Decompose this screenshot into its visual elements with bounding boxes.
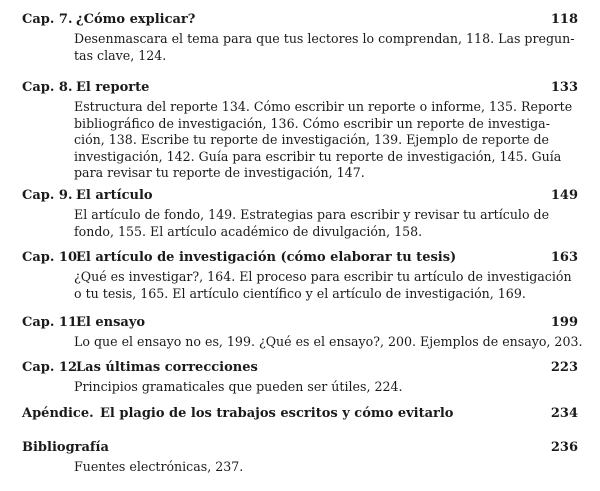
chapter-title: Las últimas correcciones <box>76 360 258 375</box>
toc-entry-cap-12 <box>22 360 578 396</box>
description-line: investigación, 142. Guía para escribir tu reporte de investigación, 145. Guía <box>74 148 562 164</box>
description-line: o tu tesis, 165. El artículo científico y el artículo de investigación, 169. <box>74 285 526 301</box>
description-line: ¿Qué es investigar?, 164. El proceso para escribir tu artículo de investigación <box>74 269 572 284</box>
page-number: 234 <box>550 406 578 421</box>
chapter-title: El ensayo <box>76 315 146 330</box>
chapter-description <box>74 31 574 64</box>
toc-entry-cap-9 <box>22 188 578 240</box>
chapter-title: ¿Cómo explicar? <box>76 12 196 27</box>
page-number: 236 <box>550 440 578 455</box>
chapter-number: Cap. 11. <box>22 315 82 330</box>
description-line: Desenmascara el tema para que tus lectores lo comprendan, 118. Las pregun- <box>74 31 575 46</box>
appendix-title: El plagio de los trabajos escritos y cómo evitarlo <box>100 406 454 421</box>
description-line: fondo, 155. El artículo académico de divulgación, 158. <box>74 223 423 239</box>
description-line: tas clave, 124. <box>74 47 167 63</box>
chapter-number: Cap. 7. <box>22 12 73 27</box>
chapter-number: Cap. 10. <box>22 250 82 265</box>
appendix-label: Apéndice. <box>22 406 94 421</box>
bibliography-title: Bibliografía <box>22 440 109 455</box>
chapter-description <box>74 334 583 351</box>
bibliography-description <box>74 459 574 476</box>
toc-entry-bibliography <box>22 440 578 476</box>
chapter-number: Cap. 8. <box>22 80 73 95</box>
description-line: El artículo de fondo, 149. Estrategias para escribir y revisar tu artículo de <box>74 207 550 222</box>
description-line: Estructura del reporte 134. Cómo escribir un reporte o informe, 135. Reporte <box>74 99 573 114</box>
description-line: Principios gramaticales que pueden ser útiles, 224. <box>74 379 403 394</box>
chapter-number: Cap. 12. <box>22 360 82 375</box>
chapter-description <box>74 99 574 182</box>
chapter-title: El artículo de investigación (cómo elaborar tu tesis) <box>76 250 457 265</box>
description-line: para revisar tu reporte de investigación, 147. <box>74 165 365 180</box>
chapter-description <box>74 379 574 396</box>
chapter-description <box>74 269 574 302</box>
page-number: 149 <box>550 188 578 203</box>
toc-entry-cap-11 <box>22 315 583 351</box>
toc-entry-cap-10 <box>22 250 578 302</box>
description-line: Lo que el ensayo no es, 199. ¿Qué es el ensayo?, 200. Ejemplos de ensayo, 203. <box>74 334 583 349</box>
chapter-description <box>74 207 574 240</box>
chapter-title: El reporte <box>76 80 150 95</box>
chapter-number: Cap. 9. <box>22 188 73 203</box>
description-line: bibliográfico de investigación, 136. Cómo escribir un reporte de investiga- <box>74 115 550 131</box>
page-number: 163 <box>550 250 578 265</box>
page-number: 223 <box>550 360 578 375</box>
toc-entry-appendix <box>22 406 578 425</box>
chapter-title: El artículo <box>76 188 153 203</box>
toc-entry-cap-7 <box>22 12 578 64</box>
page-number: 133 <box>550 80 578 95</box>
toc-entry-cap-8 <box>22 80 578 182</box>
page-number: 199 <box>550 315 578 330</box>
page-number: 118 <box>550 12 578 27</box>
description-line: ción, 138. Escribe tu reporte de investigación, 139. Ejemplo de reporte de <box>74 132 549 147</box>
description-line: Fuentes electrónicas, 237. <box>74 459 244 474</box>
